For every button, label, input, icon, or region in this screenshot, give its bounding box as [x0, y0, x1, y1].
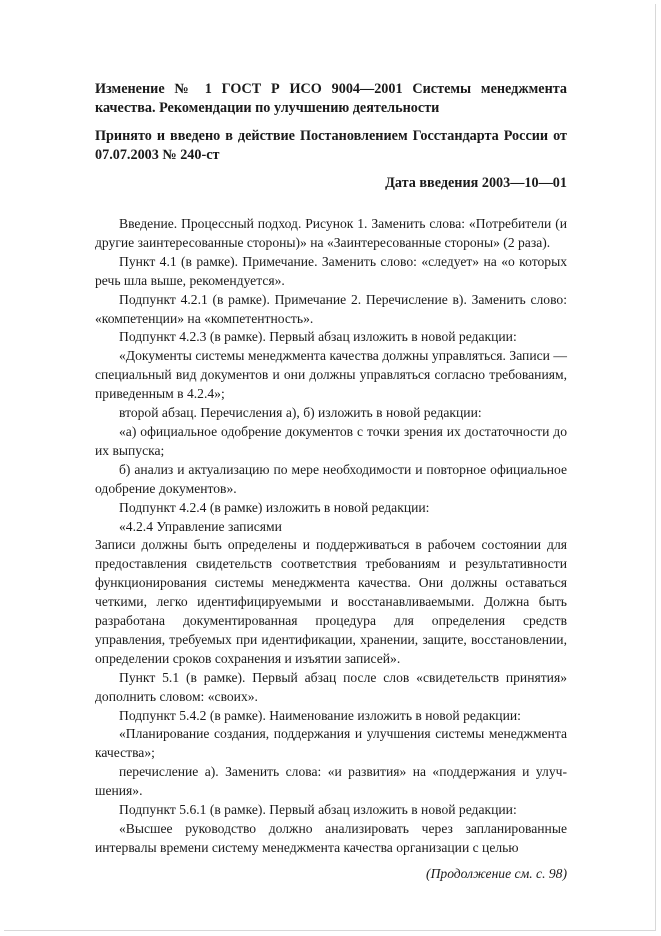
adoption-note: Принято и введено в действие Постановлением Госстандарта России от 07.07.2003 № 240-ст: [95, 128, 567, 163]
paragraph: перечисление а). Заменить слова: «и развития» на «поддержания и улучшения».: [95, 764, 567, 799]
paragraph: «Документы системы менеджмента качества должны управляться. Записи — специальный вид документов и они должны управляться согласно требованиям, приведенным в 4.2.4»;: [95, 348, 567, 402]
paragraph: Подпункт 5.4.2 (в рамке). Наименование изложить в новой редакции:: [119, 707, 521, 723]
records-paragraph: Записи должны быть определены и поддерживаться в рабочем состоянии для предоставления свидетельств соответствия требованиям и результативности функционирования системы менеджмента качества. Они должны оставаться четкими, легко идентифицируемыми и восстанавливаемыми. Должна быть разработана документированная процедура для определения средств управления, требуемых при идентификации, хранении, защите, восстановлении, определении сроков сохранения и изъятии записей».: [95, 537, 567, 666]
paragraph: Подпункт 4.2.4 (в рамке) изложить в новой редакции:: [119, 499, 430, 515]
document-body: [95, 80, 567, 896]
paragraph: «4.2.4 Управление записями: [119, 518, 282, 534]
paragraph: «а) официальное одобрение документов с точки зрения их достаточности до их выпуска;: [95, 423, 567, 458]
paragraph: б) анализ и актуализацию по мере необходимости и повторное официальное одобрение документов».: [95, 461, 567, 496]
paragraph: Пункт 5.1 (в рамке). Первый абзац после слов «свидетельств принятия» дополнить словом: «своих».: [95, 669, 567, 704]
amendment-title: Изменение № 1 ГОСТ Р ИСО 9004—2001 Системы менеджмента качества. Рекомендации по улучшению деятельности: [95, 81, 567, 116]
paragraph: «Планирование создания, поддержания и улучшения системы менеджмента качества»;: [95, 726, 567, 761]
paragraph: Пункт 4.1 (в рамке). Примечание. Заменить слово: «следует» на «о которых речь шла выше, рекомендуется».: [95, 253, 567, 288]
paragraph: Подпункт 4.2.1 (в рамке). Примечание 2. Перечисление в). Заменить слово: «компетенции» на «компетентность».: [95, 291, 567, 326]
amendment-text: [95, 215, 567, 858]
paragraph: второй абзац. Перечисления а), б) изложить в новой редакции:: [119, 405, 482, 421]
continuation-note: (Продолжение см. с. 98): [426, 865, 567, 881]
effective-date: Дата введения 2003—10—01: [385, 175, 567, 191]
paragraph: «Высшее руководство должно анализировать через запланированные интервалы времени систему менеджмента качества организации с целью: [95, 821, 567, 855]
paragraph: Введение. Процессный подход. Рисунок 1. Заменить слова: «Потребители (и другие заинтересованные стороны)» на «Заинтересованные стороны» (2 раза).: [95, 216, 567, 250]
paragraph: Подпункт 4.2.3 (в рамке). Первый абзац изложить в новой редакции:: [119, 329, 517, 345]
paragraph: Подпункт 5.6.1 (в рамке). Первый абзац изложить в новой редакции:: [119, 802, 517, 818]
